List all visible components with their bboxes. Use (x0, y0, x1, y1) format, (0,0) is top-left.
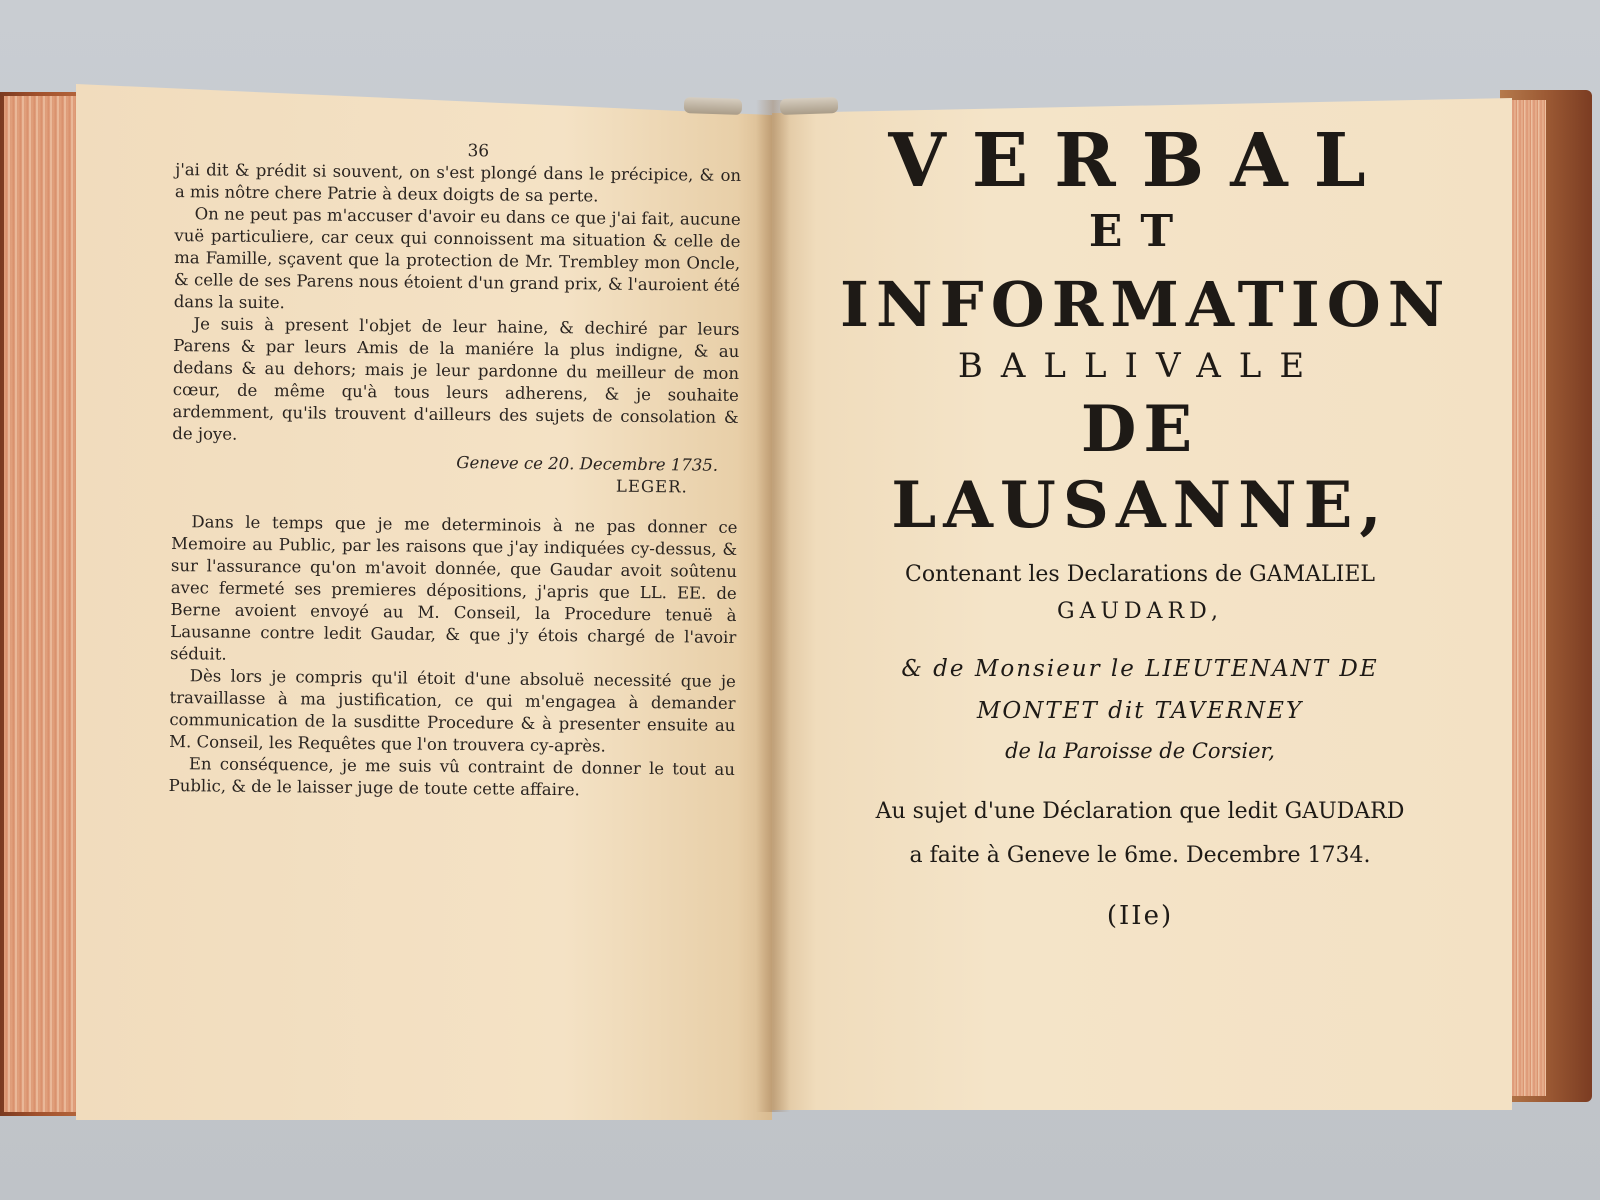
subtitle-contenant: Contenant les Declarations de GAMALIEL (904, 562, 1375, 587)
page-edges-right (1510, 100, 1546, 1096)
page-edges-left (4, 96, 80, 1112)
left-page-text (169, 137, 742, 803)
title-et: ET (1088, 206, 1192, 257)
subtitle-au-sujet: Au sujet d'une Déclaration que ledit GAUDARD (875, 799, 1405, 824)
page-number: 36 (467, 141, 490, 162)
paragraph: Dans le temps que je me determinois à ne pas donner ce Memoire au Public, par les raisons que j'ay indiquées cy-dessus, & sur l'assurance qu'on m'avoit donnée, que Gaudar avoit soûtenu avec fermeté ses premieres dépositions, j'apris que LL. EE. de Berne avoient envoyé au M. Conseil, la Procedure tenuë à Lausanne contre ledit Gaudar, & que j'y étois chargé de l'avoir séduit. (169, 512, 738, 664)
paragraph: En conséquence, je me suis vû contraint de donner le tout au Public, & de le laisser juge de toute cette affaire. (168, 754, 735, 800)
subtitle-paroisse: de la Paroisse de Corsier, (1005, 739, 1275, 763)
title-information: INFORMATION (840, 268, 1452, 341)
subtitle-date: a faite à Geneve le 6me. Decembre 1734. (909, 843, 1371, 868)
title-page (840, 118, 1452, 936)
volume-number: (IIe) (1106, 901, 1174, 931)
signature-name: LEGER. (615, 476, 688, 497)
subtitle-montet: MONTET dit TAVERNEY (976, 698, 1304, 724)
binding-thread (684, 97, 743, 115)
paragraph: On ne peut pas m'accuser d'avoir eu dans ce que j'ai fait, aucune vuë particuliere, car ceux qui connoissent ma situation & celle de ma Famille, sçavent que la protection de Mr. Trembley mon Oncle, & celle de ses Parens nous étoient d'un grand prix, & l'auroient été dans la suite. (173, 204, 741, 313)
paragraph: j'ai dit & prédit si souvent, on s'est plongé dans le précipice, & on a mis nôtre chere Patrie à deux doigts de sa perte. (174, 160, 742, 206)
signature-place-date: Geneve ce 20. Decembre 1735. (456, 453, 719, 475)
title-ballivale: BALLIVALE (957, 346, 1323, 386)
binding-thread (780, 97, 839, 115)
subtitle-monsieur: & de Monsieur le LIEUTENANT DE (901, 656, 1379, 682)
paragraph: Dès lors je compris qu'il étoit d'une absoluë necessité que je travaillasse à ma justification, ce qui m'engagea à demander communication de la susditte Procedure & à presenter ensuite au M. Conseil, les Requêtes que l'on trouvera cy-après. (169, 666, 736, 756)
paragraph: Je suis à present l'objet de leur haine, & dechiré par leurs Parens & par leurs Amis de la maniére la plus indigne, & au dedans & au dehors; mais je leur pardonne du meilleur de mon cœur, de même qu'à tous leurs adherens, & je souhaite ardemment, qu'ils trouvent d'ailleurs des sujets de consolation & de joye. (172, 314, 740, 444)
title-de-lausanne: DE LAUSANNE, (891, 392, 1389, 543)
book-gutter (756, 100, 790, 1112)
subtitle-gaudard: GAUDARD, (1057, 599, 1223, 624)
title-verbal: VERBAL (888, 118, 1392, 204)
